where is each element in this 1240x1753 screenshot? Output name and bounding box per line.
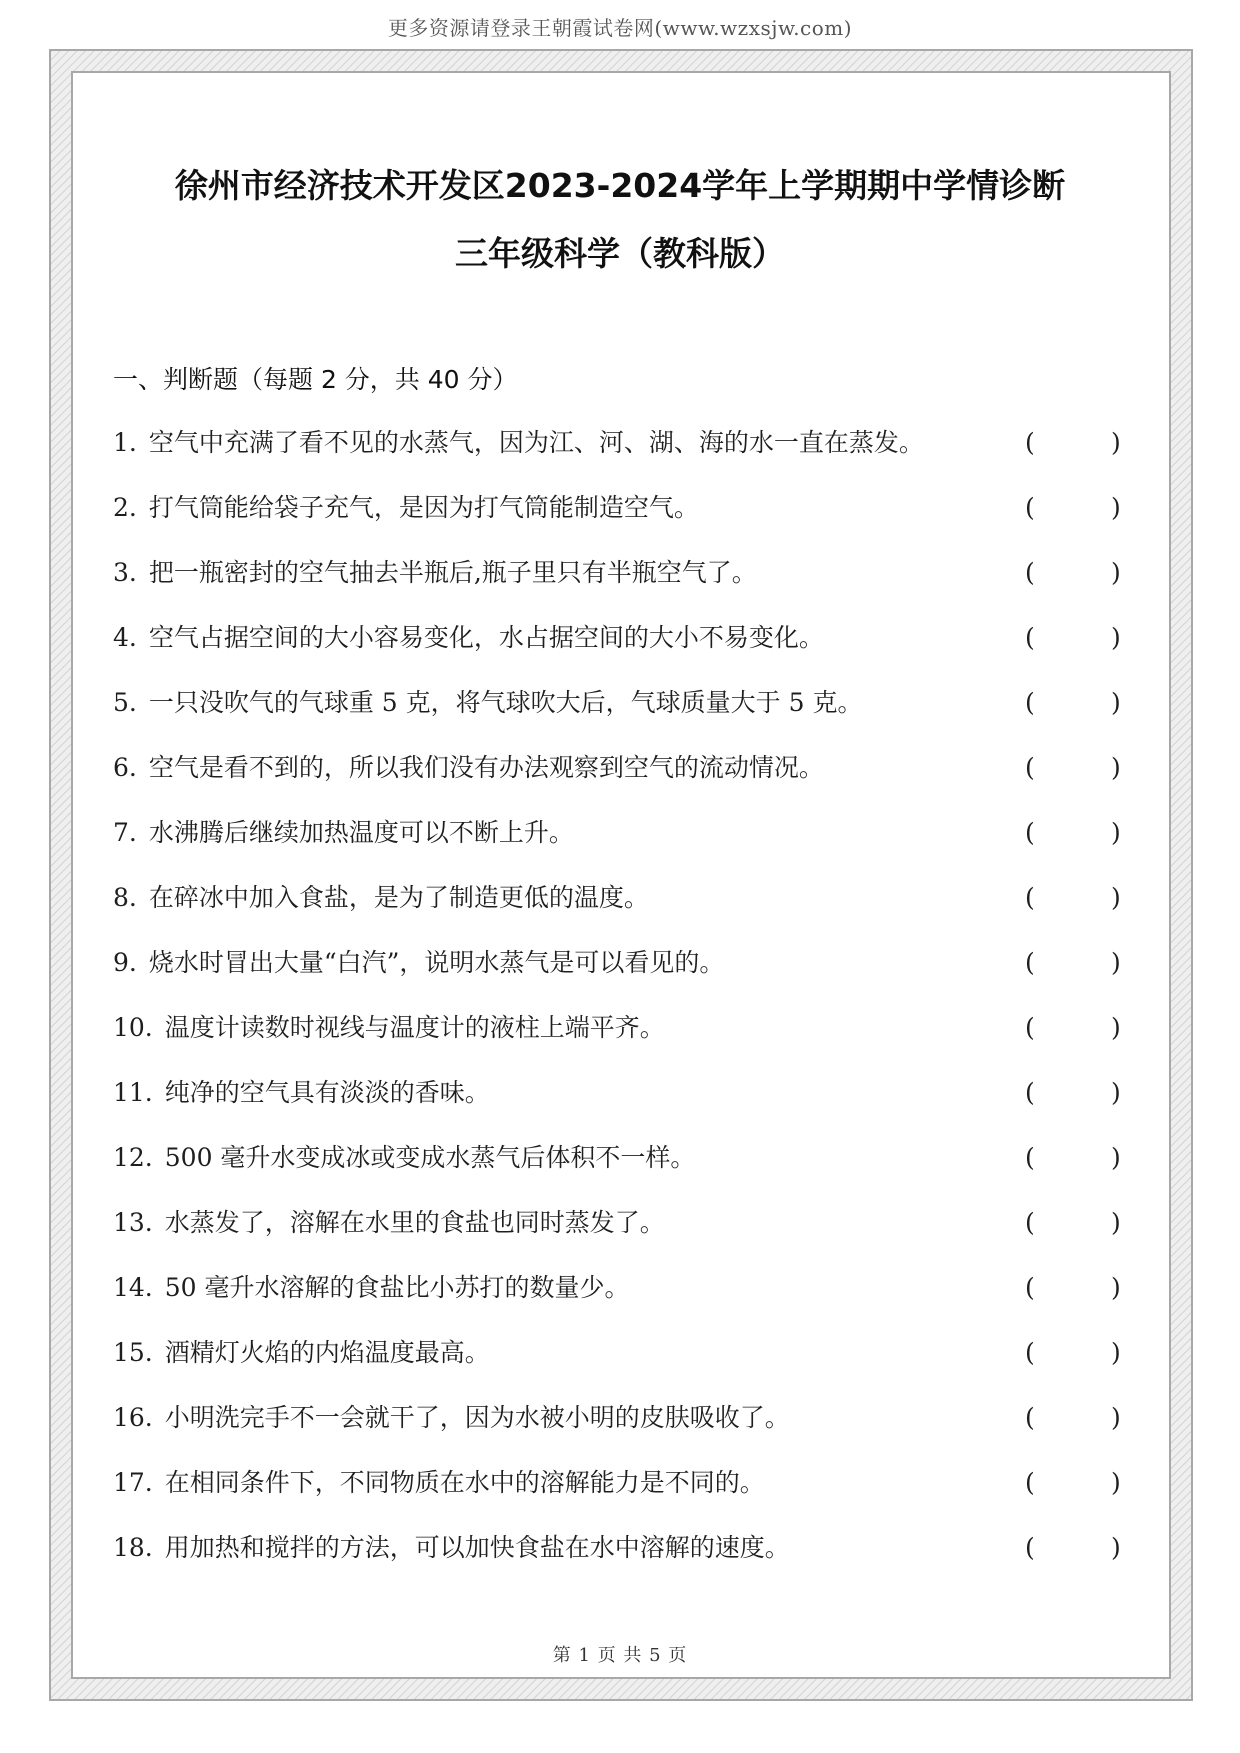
question-number: 9. [113,948,137,977]
answer-bracket-close[interactable]: ) [1111,1273,1121,1302]
question-item [113,873,1133,938]
answer-bracket-open[interactable]: ( [1025,948,1035,977]
question-text: 空气是看不到的，所以我们没有办法观察到空气的流动情况。 [148,753,824,782]
question-item [113,418,1133,483]
question-number: 3. [113,558,137,587]
question-text: 用加热和搅拌的方法，可以加快食盐在水中溶解的速度。 [164,1533,790,1562]
exam-title: 徐州市经济技术开发区2023-2024学年上学期期中学情诊断 [174,166,1066,205]
answer-bracket-close[interactable]: ) [1111,818,1121,847]
answer-bracket-close[interactable]: ) [1111,883,1121,912]
question-text: 温度计读数时视线与温度计的液柱上端平齐。 [164,1013,665,1042]
answer-bracket-open[interactable]: ( [1025,883,1035,912]
question-text: 水沸腾后继续加热温度可以不断上升。 [148,818,574,847]
answer-bracket-open[interactable]: ( [1025,1078,1035,1107]
answer-bracket-close[interactable]: ) [1111,1403,1121,1432]
answer-bracket-open[interactable]: ( [1025,1013,1035,1042]
question-item [113,613,1133,678]
answer-bracket-close[interactable]: ) [1111,1143,1121,1172]
question-text: 烧水时冒出大量“白汽”，说明水蒸气是可以看见的。 [148,948,725,977]
answer-bracket-close[interactable]: ) [1111,1208,1121,1237]
question-number: 14. [113,1273,153,1302]
answer-bracket-close[interactable]: ) [1111,1078,1121,1107]
answer-bracket-close[interactable]: ) [1111,1468,1121,1497]
answer-bracket-open[interactable]: ( [1025,1533,1035,1562]
question-text: 一只没吹气的气球重 5 克，将气球吹大后，气球质量大于 5 克。 [148,688,863,717]
answer-bracket-open[interactable]: ( [1025,818,1035,847]
question-item [113,1198,1133,1263]
answer-bracket-close[interactable]: ) [1111,1338,1121,1367]
site-banner: 更多资源请登录王朝霞试卷网(www.wzxsjw.com) [387,16,853,40]
question-number: 10. [113,1013,153,1042]
question-number: 11. [113,1078,153,1107]
question-item [113,548,1133,613]
answer-bracket-close[interactable]: ) [1111,688,1121,717]
answer-bracket-open[interactable]: ( [1025,1143,1035,1172]
answer-bracket-close[interactable]: ) [1111,558,1121,587]
question-text: 打气筒能给袋子充气，是因为打气筒能制造空气。 [148,493,699,522]
answer-bracket-open[interactable]: ( [1025,1338,1035,1367]
answer-bracket-open[interactable]: ( [1025,1273,1035,1302]
question-item [113,1068,1133,1133]
answer-bracket-close[interactable]: ) [1111,493,1121,522]
question-text: 酒精灯火焰的内焰温度最高。 [164,1338,490,1367]
answer-bracket-open[interactable]: ( [1025,1468,1035,1497]
question-number: 13. [113,1208,153,1237]
exam-subtitle: 三年级科学（教科版） [455,234,785,273]
question-number: 17. [113,1468,153,1497]
answer-bracket-open[interactable]: ( [1025,688,1035,717]
question-item [113,1458,1133,1523]
answer-bracket-close[interactable]: ) [1111,1013,1121,1042]
question-text: 纯净的空气具有淡淡的香味。 [164,1078,490,1107]
question-number: 18. [113,1533,153,1562]
answer-bracket-open[interactable]: ( [1025,753,1035,782]
question-number: 6. [113,753,137,782]
answer-bracket-open[interactable]: ( [1025,493,1035,522]
answer-bracket-close[interactable]: ) [1111,753,1121,782]
answer-bracket-open[interactable]: ( [1025,1208,1035,1237]
question-number: 12. [113,1143,153,1172]
question-item [113,1393,1133,1458]
question-item [113,808,1133,873]
question-text: 空气中充满了看不见的水蒸气，因为江、河、湖、海的水一直在蒸发。 [148,428,924,457]
question-number: 7. [113,818,137,847]
question-number: 8. [113,883,137,912]
question-number: 15. [113,1338,153,1367]
answer-bracket-close[interactable]: ) [1111,428,1121,457]
question-item [113,1263,1133,1328]
question-number: 2. [113,493,137,522]
question-item [113,483,1133,548]
answer-bracket-open[interactable]: ( [1025,558,1035,587]
question-item [113,678,1133,743]
question-item [113,938,1133,1003]
answer-bracket-close[interactable]: ) [1111,948,1121,977]
question-item [113,1328,1133,1393]
question-number: 16. [113,1403,153,1432]
answer-bracket-open[interactable]: ( [1025,623,1035,652]
section-heading: 一、判断题（每题 2 分，共 40 分） [113,365,518,394]
question-list [113,418,1133,1588]
page-footer: 第 1 页 共 5 页 [552,1645,688,1666]
question-text: 空气占据空间的大小容易变化，水占据空间的大小不易变化。 [148,623,824,652]
question-number: 1. [113,428,137,457]
question-item [113,1003,1133,1068]
question-text: 50 毫升水溶解的食盐比小苏打的数量少。 [164,1273,630,1302]
question-text: 在相同条件下，不同物质在水中的溶解能力是不同的。 [164,1468,765,1497]
question-item [113,1523,1133,1588]
answer-bracket-close[interactable]: ) [1111,1533,1121,1562]
answer-bracket-close[interactable]: ) [1111,623,1121,652]
question-item [113,743,1133,808]
question-text: 小明洗完手不一会就干了，因为水被小明的皮肤吸收了。 [164,1403,790,1432]
question-number: 4. [113,623,137,652]
question-text: 500 毫升水变成冰或变成水蒸气后体积不一样。 [164,1143,696,1172]
question-item [113,1133,1133,1198]
question-text: 把一瓶密封的空气抽去半瓶后,瓶子里只有半瓶空气了。 [148,558,757,587]
question-text: 水蒸发了，溶解在水里的食盐也同时蒸发了。 [164,1208,665,1237]
question-number: 5. [113,688,137,717]
answer-bracket-open[interactable]: ( [1025,1403,1035,1432]
answer-bracket-open[interactable]: ( [1025,428,1035,457]
question-text: 在碎冰中加入食盐，是为了制造更低的温度。 [148,883,649,912]
